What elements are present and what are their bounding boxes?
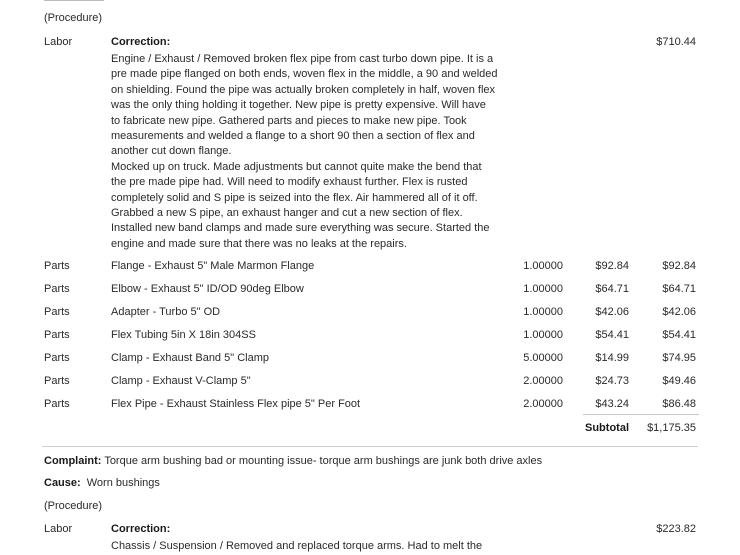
part-quantity: 1.00000 bbox=[523, 329, 563, 341]
part-description: Flange - Exhaust 5" Male Marmon Flange bbox=[111, 260, 315, 272]
part-total: $86.48 bbox=[662, 398, 696, 410]
part-description: Adapter - Turbo 5" OD bbox=[111, 306, 221, 318]
complaint-row bbox=[44, 455, 542, 467]
subtotal-value: $1,175.35 bbox=[647, 422, 696, 434]
part-unit-price: $14.99 bbox=[595, 352, 629, 364]
part-description: Clamp - Exhaust V-Clamp 5" bbox=[111, 375, 251, 387]
part-type: Parts bbox=[44, 260, 70, 272]
part-description: Flex Tubing 5in X 18in 304SS bbox=[111, 329, 256, 341]
part-type: Parts bbox=[44, 352, 70, 364]
part-description: Elbow - Exhaust 5" ID/OD 90deg Elbow bbox=[111, 283, 304, 295]
correction-line: another cut down flange. bbox=[111, 145, 232, 158]
correction-label: Correction: bbox=[111, 523, 171, 535]
part-type: Parts bbox=[44, 306, 70, 318]
part-type: Parts bbox=[44, 398, 70, 410]
correction-line: Grabbed a new S pipe, an exhaust hanger and cut a new section of flex. bbox=[111, 207, 463, 220]
part-quantity: 5.00000 bbox=[523, 352, 563, 364]
cause-text: Worn bushings bbox=[86, 477, 160, 489]
part-quantity: 2.00000 bbox=[523, 398, 563, 410]
part-unit-price: $42.06 bbox=[595, 306, 629, 318]
correction-line: the pre made pipe had. Will need to modify exhaust further. Flex is rusted bbox=[111, 176, 468, 189]
correction-line: Chassis / Suspension / Removed and replaced torque arms. Had to melt the bbox=[111, 540, 483, 552]
labor-amount: $710.44 bbox=[656, 36, 696, 48]
part-unit-price: $64.71 bbox=[595, 283, 629, 295]
correction-line: Installed new band clamps and made sure everything was secure. Started the bbox=[111, 222, 490, 235]
correction-line: Mocked up on truck. Made adjustments but cannot quite make the bend that bbox=[111, 160, 482, 173]
correction-label: Correction: bbox=[111, 36, 171, 48]
correction-line: engine and made sure that there was no leaks at the repairs. bbox=[111, 237, 407, 250]
procedure-label: (Procedure) bbox=[44, 500, 103, 512]
section-divider bbox=[42, 446, 698, 447]
correction-line: measurements and welded a flange to a short 90 then a section of flex and bbox=[111, 130, 475, 143]
part-type: Parts bbox=[44, 375, 70, 387]
correction-line: on shielding. Found the pipe was actually broken completely in half, woven flex bbox=[111, 83, 496, 96]
correction-line: was the only thing holding it together. New pipe is pretty expensive. Will have bbox=[111, 99, 486, 112]
part-unit-price: $24.73 bbox=[595, 375, 629, 387]
cause-label: Cause: bbox=[44, 477, 81, 489]
part-total: $49.46 bbox=[662, 375, 696, 387]
part-unit-price: $92.84 bbox=[595, 260, 629, 272]
procedure-label: (Procedure) bbox=[44, 12, 103, 24]
part-description: Flex Pipe - Exhaust Stainless Flex pipe 5" Per Foot bbox=[111, 398, 361, 410]
correction-line: Engine / Exhaust / Removed broken flex pipe from cast turbo down pipe. It is a bbox=[111, 53, 494, 65]
correction-line: pre made pipe flanged on both ends, woven flex in the middle, a 90 and welded bbox=[111, 68, 498, 81]
correction-text bbox=[111, 52, 511, 252]
complaint-label: Complaint: bbox=[44, 455, 102, 467]
labor-type: Labor bbox=[44, 36, 73, 48]
part-type: Parts bbox=[44, 283, 70, 295]
part-type: Parts bbox=[44, 329, 70, 341]
subtotal-rule bbox=[583, 414, 699, 415]
part-unit-price: $54.41 bbox=[595, 329, 629, 341]
correction-line: completely solid and S pipe is seized into the flex. Air hammered all of it off. bbox=[111, 191, 478, 204]
part-total: $92.84 bbox=[662, 260, 696, 272]
part-quantity: 2.00000 bbox=[523, 375, 563, 387]
part-quantity: 1.00000 bbox=[523, 260, 563, 272]
subtotal-label: Subtotal bbox=[585, 422, 629, 434]
cause-row bbox=[44, 477, 160, 489]
labor-type: Labor bbox=[44, 523, 73, 535]
part-quantity: 1.00000 bbox=[523, 283, 563, 295]
correction-line: to fabricate new pipe. Gathered parts and pieces to make new pipe. Took bbox=[111, 114, 467, 127]
complaint-text: Torque arm bushing bad or mounting issue- torque arm bushings are junk both drive axles bbox=[104, 455, 543, 467]
top-cut-text bbox=[44, 0, 104, 1]
labor-amount: $223.82 bbox=[656, 523, 696, 535]
part-description: Clamp - Exhaust Band 5" Clamp bbox=[111, 352, 269, 364]
part-quantity: 1.00000 bbox=[523, 306, 563, 318]
part-total: $74.95 bbox=[662, 352, 696, 364]
part-total: $54.41 bbox=[662, 329, 696, 341]
part-unit-price: $43.24 bbox=[595, 398, 629, 410]
part-total: $42.06 bbox=[662, 306, 696, 318]
part-total: $64.71 bbox=[662, 283, 696, 295]
